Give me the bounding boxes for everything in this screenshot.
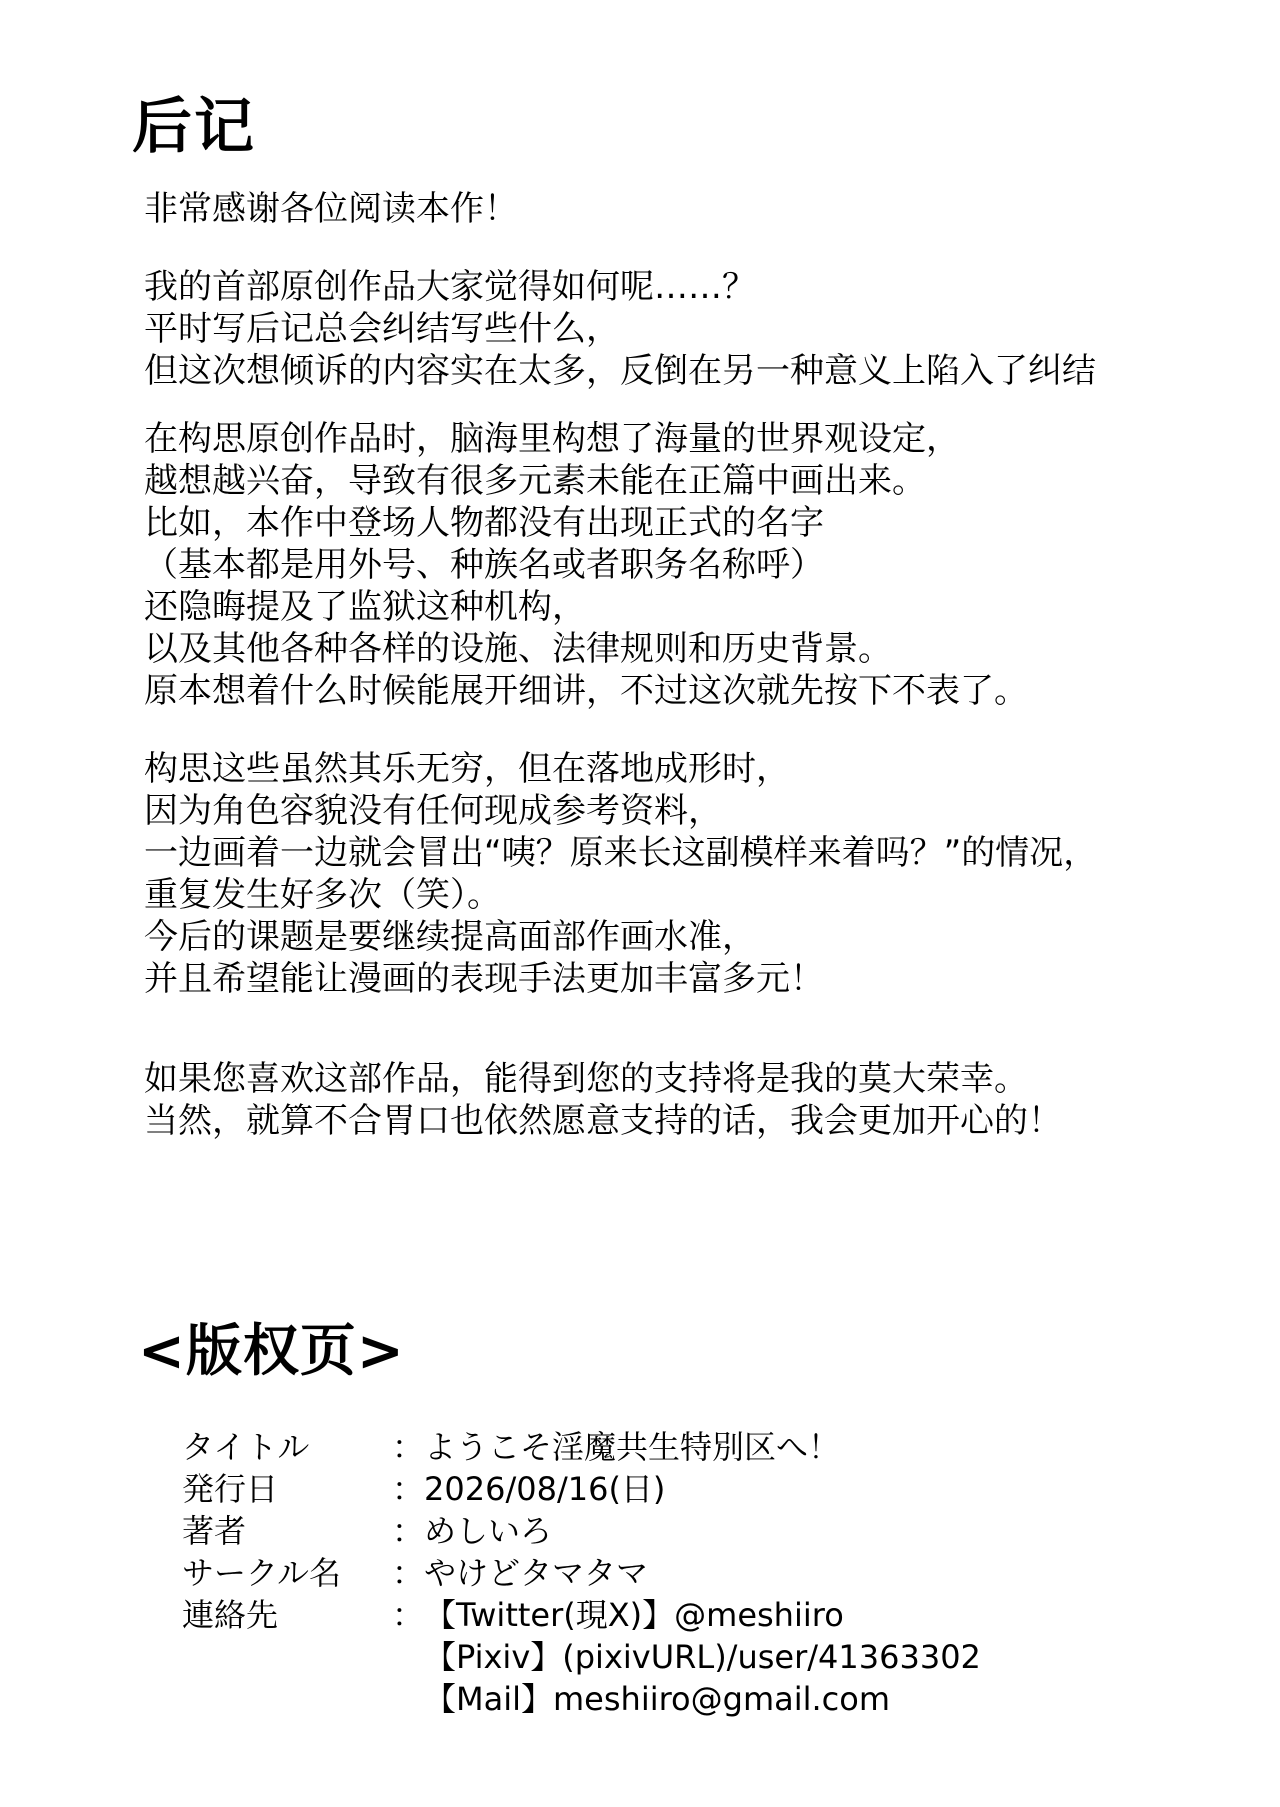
colophon-row-circle [182, 1552, 1082, 1594]
colophon-title: <版权页> [138, 1319, 405, 1384]
colophon-key: サークル名 [182, 1554, 342, 1592]
afterword-line: 平时写后记总会纠结写些什么， [144, 309, 620, 349]
colophon-separator: ： [392, 1596, 425, 1634]
colophon-value: めしいろ [424, 1512, 553, 1550]
afterword-line: 以及其他各种各样的设施、法律规则和历史背景。 [144, 629, 892, 669]
afterword-line: 今后的课题是要继续提高面部作画水准， [144, 917, 756, 957]
colophon-value: 2026/08/16(日) [424, 1470, 666, 1508]
colophon-key: 連絡先 [182, 1596, 279, 1634]
colophon-separator: ： [392, 1554, 425, 1592]
contact-pixiv: 【Pixiv】(pixivURL)/user/41363302 [424, 1638, 981, 1676]
colophon-value: やけどタマタマ [424, 1554, 649, 1592]
afterword-line: 非常感谢各位阅读本作！ [144, 189, 518, 229]
contact-twitter: 【Twitter(現X)】@meshiiro [424, 1596, 844, 1634]
afterword-title: 后记 [132, 92, 256, 162]
afterword-line: 重复发生好多次（笑）。 [144, 875, 501, 915]
colophon-row-contact [182, 1594, 1082, 1720]
colophon-key: 発行日 [182, 1470, 279, 1508]
afterword-line: （基本都是用外号、种族名或者职务名称呼） [144, 545, 824, 585]
colophon-key: 著者 [182, 1512, 247, 1550]
afterword-line: 如果您喜欢这部作品，能得到您的支持将是我的莫大荣幸。 [144, 1059, 1028, 1099]
colophon-row-author [182, 1510, 1082, 1552]
colophon-separator: ： [392, 1512, 425, 1550]
afterword-line: 我的首部原创作品大家觉得如何呢……？ [144, 267, 756, 307]
afterword-line: 比如，本作中登场人物都没有出现正式的名字 [144, 503, 824, 543]
afterword-line: 因为角色容貌没有任何现成参考资料， [144, 791, 722, 831]
colophon-key: タイトル [182, 1428, 310, 1466]
colophon-separator: ： [392, 1428, 425, 1466]
afterword-line: 当然，就算不合胃口也依然愿意支持的话，我会更加开心的！ [144, 1101, 1062, 1141]
afterword-line: 在构思原创作品时，脑海里构想了海量的世界观设定， [144, 419, 960, 459]
colophon-separator: ： [392, 1470, 425, 1508]
colophon-row-date [182, 1468, 1082, 1510]
afterword-line: 但这次想倾诉的内容实在太多，反倒在另一种意义上陷入了纠结 [144, 351, 1096, 391]
afterword-line: 一边画着一边就会冒出“咦？原来长这副模样来着吗？”的情况， [144, 833, 1098, 873]
afterword-line: 越想越兴奋，导致有很多元素未能在正篇中画出来。 [144, 461, 926, 501]
afterword-line: 并且希望能让漫画的表现手法更加丰富多元！ [144, 959, 824, 999]
colophon-table [182, 1426, 1082, 1720]
afterword-line: 构思这些虽然其乐无穷，但在落地成形时， [144, 749, 790, 789]
afterword-line: 原本想着什么时候能展开细讲，不过这次就先按下不表了。 [144, 671, 1028, 711]
colophon-value: ようこそ淫魔共生特別区へ！ [424, 1428, 841, 1466]
contact-mail: 【Mail】meshiiro@gmail.com [424, 1680, 891, 1718]
colophon-row-title [182, 1426, 1082, 1468]
afterword-line: 还隐晦提及了监狱这种机构， [144, 587, 586, 627]
